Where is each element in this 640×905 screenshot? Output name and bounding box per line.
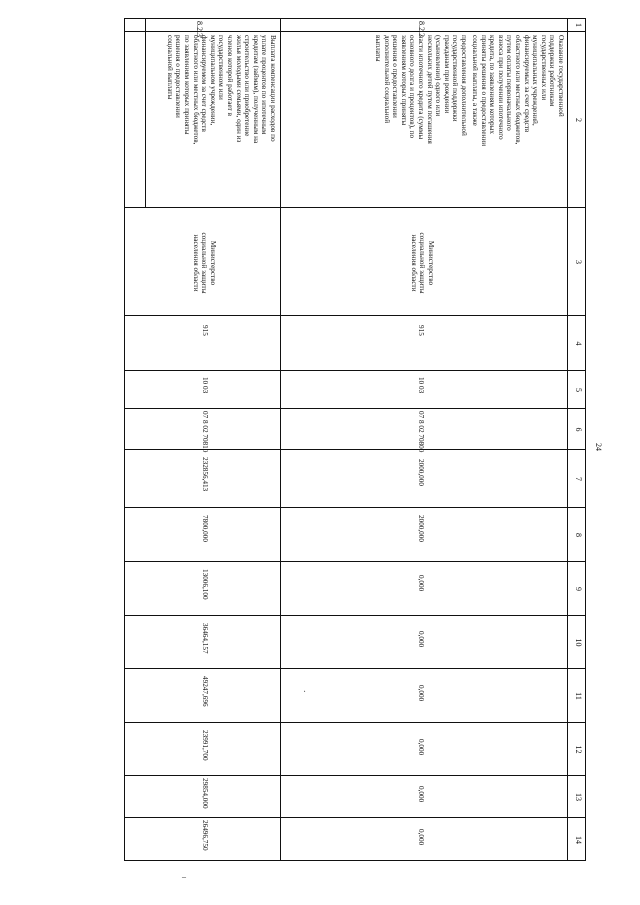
col-number-13: 13 (574, 793, 583, 801)
row-executor: Министерство социальной защиты населения области (191, 232, 217, 294)
col-number-2: 2 (574, 118, 583, 122)
scan-mark: ‧ (300, 687, 309, 696)
row-cell: 26496,750 (201, 820, 209, 851)
scan-mark: ‒ (182, 872, 186, 881)
row-cell: 23991,700 (201, 730, 209, 761)
rule (567, 19, 568, 860)
col-number-4: 4 (574, 341, 583, 346)
col-number-11: 11 (574, 692, 583, 700)
rule (125, 408, 585, 409)
col-number-1: 1 (574, 23, 583, 27)
rule (125, 615, 585, 616)
rule (280, 19, 281, 860)
col-number-7: 7 (574, 477, 583, 481)
col-number-14: 14 (574, 836, 583, 844)
row-executor: Министерство социальной защиты населения области (409, 232, 435, 294)
row-cell: 10 03 (201, 377, 209, 394)
rule (125, 507, 585, 508)
row-cell: 915 (417, 325, 425, 336)
row-code: 8.2.2 (417, 21, 426, 37)
row-cell: 07 8 02 70800 (417, 411, 425, 453)
rule (125, 370, 585, 371)
row-cell: 232856,413 (201, 457, 209, 492)
row-cell: 2000,000 (417, 459, 425, 486)
row-cell: 29854,000 (201, 778, 209, 809)
rule (125, 207, 585, 208)
rule (145, 19, 146, 207)
rule (125, 449, 585, 450)
rule (125, 668, 585, 669)
row-cell: 07 8 02 70810 (201, 411, 209, 453)
budget-table (124, 18, 586, 861)
col-number-8: 8 (574, 533, 583, 537)
row-cell: 915 (201, 325, 209, 336)
row-cell: 7800,000 (201, 515, 209, 542)
row-cell: 2000,000 (417, 515, 425, 542)
row-code: 8.2.3 (195, 21, 204, 37)
row-description: предоставления дополнительной государственной поддержки гражданам при рождении (усыновлении) одного или нескольких детей путем погашения части ипотечного кредита (суммы основного долга и процентов), по заявлениям которых приняты решения о предоставлении дополнительной социальной выплаты (374, 35, 468, 144)
rule (125, 722, 585, 723)
section-intro-text: Оказание государственной поддержки работникам государственных или муниципальных учреждений, финансируемых за счет средств областного или местных бюджетов, путем оплаты первоначального взноса при получении ипотечного кредита, по заявлениям которых приняты решения о предоставлении социальной выплаты, а также (471, 35, 565, 147)
rule (125, 315, 585, 316)
row-cell: 0,000 (417, 631, 425, 648)
rule (125, 775, 585, 776)
row-cell: 49247,696 (201, 676, 209, 707)
col-number-5: 5 (574, 388, 583, 392)
row-cell: 10 03 (417, 377, 425, 394)
row-cell: 0,000 (417, 829, 425, 846)
col-number-10: 10 (574, 638, 583, 647)
rule (125, 817, 585, 818)
row-cell: 36464,157 (201, 623, 209, 654)
row-cell: 0,000 (417, 575, 425, 592)
row-cell: 0,000 (417, 739, 425, 756)
row-cell: 0,000 (417, 786, 425, 803)
col-number-9: 9 (574, 587, 583, 591)
row-cell: 13006,100 (201, 569, 209, 600)
row-cell: 0,000 (417, 685, 425, 702)
col-number-6: 6 (574, 427, 583, 432)
col-number-3: 3 (574, 260, 583, 264)
page-number: 24 (594, 443, 603, 451)
col-number-12: 12 (574, 745, 583, 754)
rule (125, 561, 585, 562)
row-description: Выплата компенсации расходов по уплате процентов по ипотечным кредитам (займам), полученным на строительство или приобретение жилья молодыми семьями, один из членов которой работает в государственном или муниципальном учреждении, финансируемом за счет средств областного или местных бюджетов, по заявлениям которых приняты решения о предоставлении социальной выплаты (165, 35, 277, 145)
